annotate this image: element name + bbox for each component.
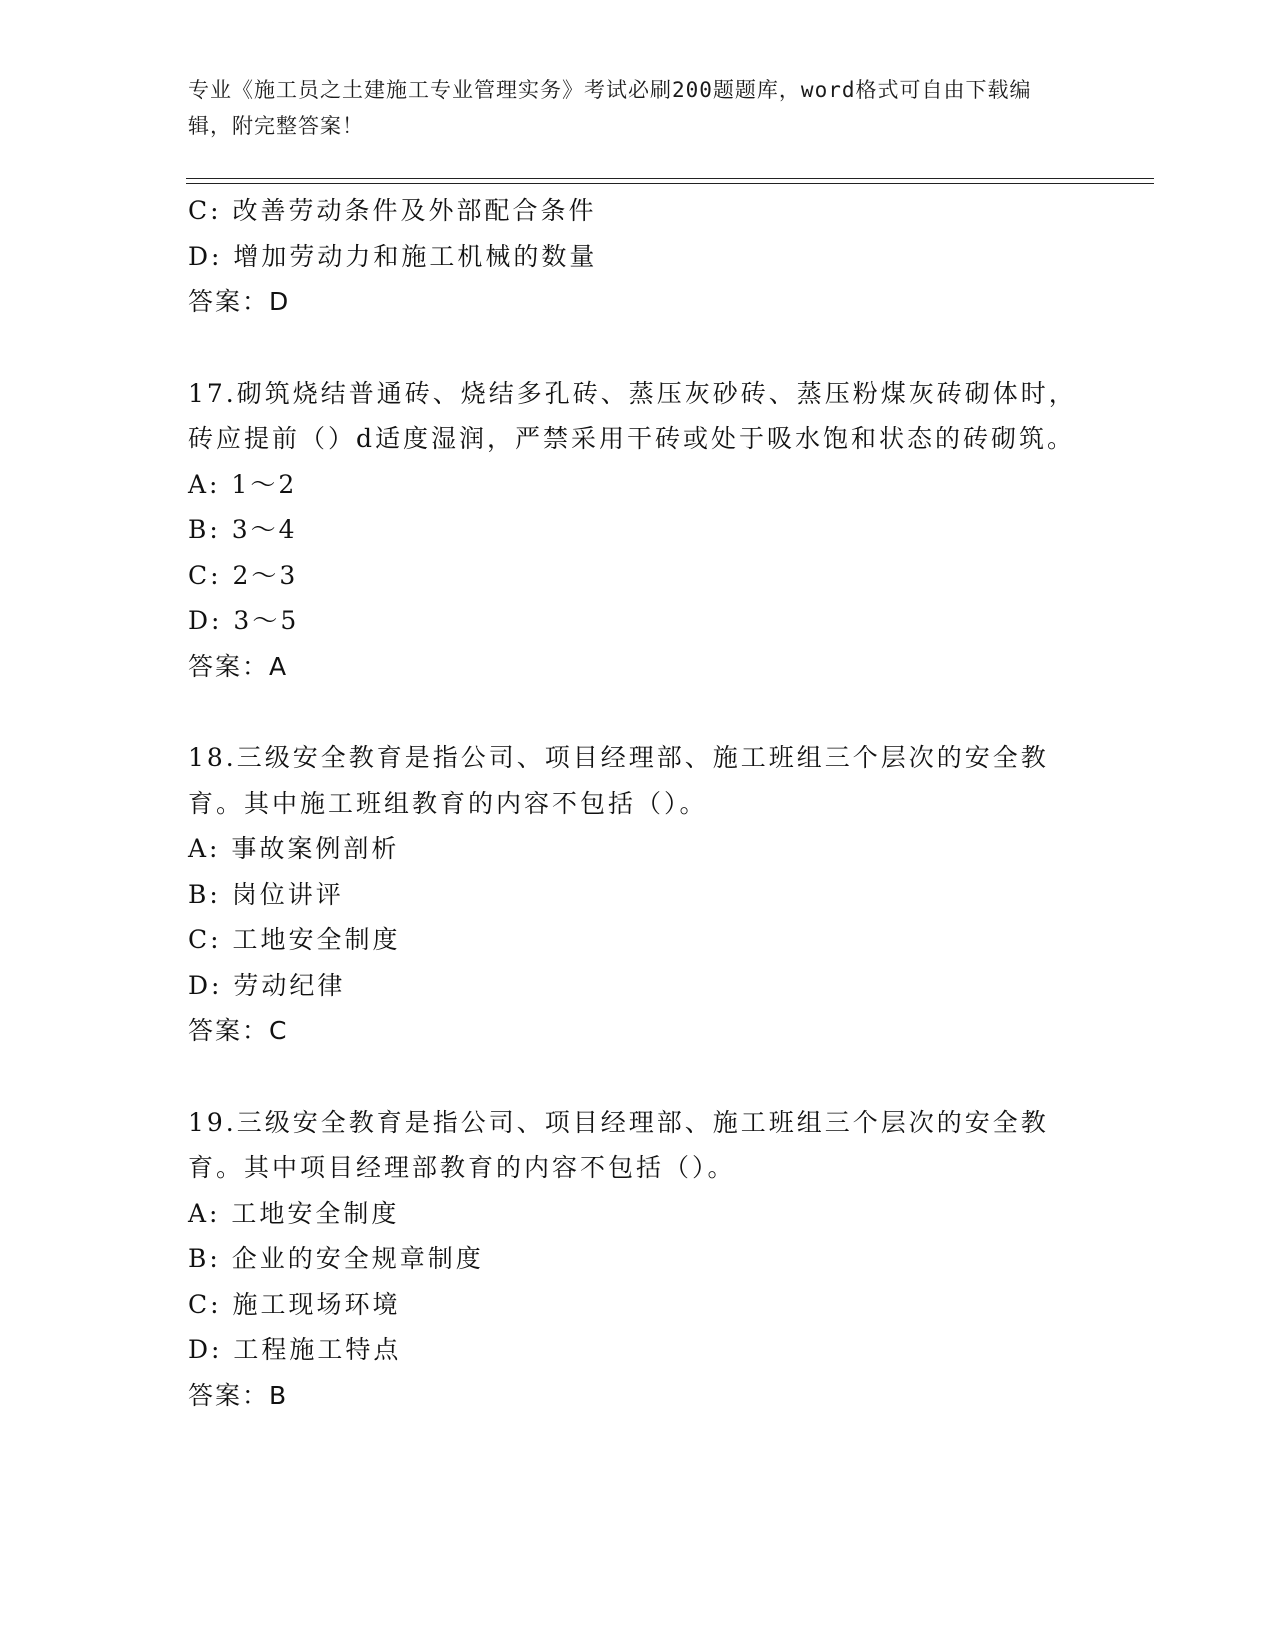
header-text: 专业《施工员之土建施工专业管理实务》考试必刷200题题库，word格式可自由下载编辑，附完整答案！: [188, 78, 1032, 138]
option-d: D: 劳动纪律: [188, 970, 346, 1000]
document-body: [188, 188, 1088, 1418]
question-text: 18.三级安全教育是指公司、项目经理部、施工班组三个层次的安全教育。其中施工班组教育的内容不包括（）。: [188, 743, 1049, 818]
question-17: [188, 371, 1088, 690]
header-divider-bottom: [186, 183, 1154, 184]
option-a: A: 1～2: [188, 469, 298, 499]
question-16-continuation: [188, 188, 1088, 325]
spacer: [188, 325, 1088, 371]
option-b: B: 3～4: [188, 515, 298, 544]
page-header: [188, 72, 1068, 144]
answer-line: 答案：D: [188, 287, 291, 316]
option-b: B: 岗位讲评: [188, 879, 344, 909]
option-b: B: 企业的安全规章制度: [188, 1244, 484, 1273]
header-divider-top: [186, 178, 1154, 179]
option-c: C: 改善劳动条件及外部配合条件: [188, 196, 597, 225]
option-c: C: 工地安全制度: [188, 925, 401, 954]
option-a: A: 事故案例剖析: [188, 834, 400, 863]
question-text: 17.砌筑烧结普通砖、烧结多孔砖、蒸压灰砂砖、蒸压粉煤灰砖砌体时，砖应提前（）d适度湿润，严禁采用干砖或处于吸水饱和状态的砖砌筑。: [188, 378, 1077, 453]
question-text: 19.三级安全教育是指公司、项目经理部、施工班组三个层次的安全教育。其中项目经理部教育的内容不包括（）。: [188, 1107, 1049, 1182]
option-d: D: 工程施工特点: [188, 1335, 402, 1364]
question-19: [188, 1100, 1088, 1419]
option-c: C: 2～3: [188, 560, 299, 590]
question-18: [188, 735, 1088, 1054]
option-d: D: 3～5: [188, 606, 300, 635]
answer-line: 答案：C: [188, 1016, 289, 1045]
answer-line: 答案：B: [188, 1380, 289, 1410]
answer-line: 答案：A: [188, 651, 289, 681]
option-c: C: 施工现场环境: [188, 1289, 401, 1319]
spacer: [188, 1054, 1088, 1100]
option-a: A: 工地安全制度: [188, 1198, 400, 1228]
option-d: D: 增加劳动力和施工机械的数量: [188, 241, 598, 271]
spacer: [188, 689, 1088, 735]
